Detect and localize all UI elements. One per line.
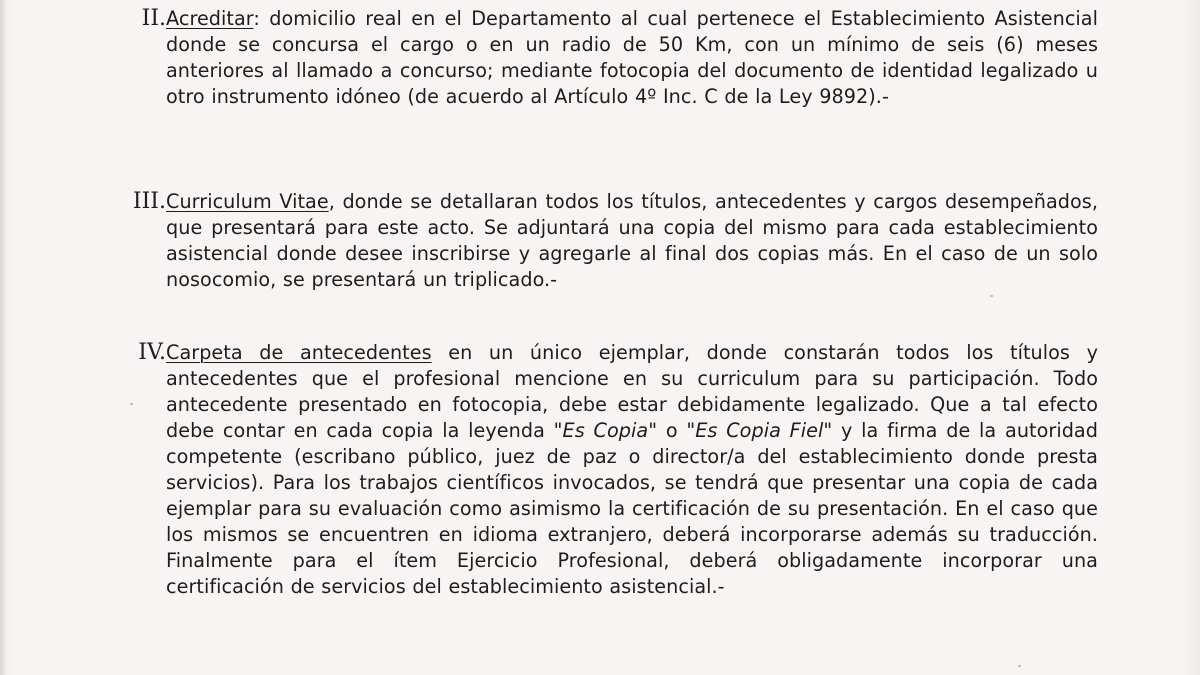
item-paragraph — [166, 6, 1098, 110]
scan-speck — [1018, 665, 1021, 667]
item-paragraph — [166, 340, 1098, 600]
item-heading: Carpeta de antecedentes — [166, 341, 432, 364]
item-body-text: " o " — [648, 419, 696, 442]
scan-speck — [130, 403, 133, 405]
italic-phrase-es-copia: Es Copia — [562, 419, 649, 442]
scan-speck — [990, 295, 993, 297]
item-body-text: en un único ejemplar, donde constarán todos los títulos y antecedentes que el profesional mencione en su curriculum para su participación. Todo antecedente presentado en fotocopia, debe estar debidamente legalizado. Que a tal efecto debe contar en cada copia la leyenda " — [166, 341, 1098, 442]
item-body-text: " y la firma de la autoridad competente (escribano público, juez de paz o director/a del establecimiento donde presta servicios). Para los trabajos científicos invocados, se tendrá que presentar una copia de cada ejemplar para su evaluación como asimismo la certificación de su presentación. En el caso que los mismos se encuentren en idioma extranjero, deberá incorporarse además su traducción. Finalmente para el ítem Ejercicio Profesional, deberá obligadamente incorporar una certificación de servicios del establecimiento asistencial.- — [166, 419, 1098, 598]
item-paragraph — [166, 189, 1098, 293]
italic-phrase-es-copia-fiel: Es Copia Fiel — [695, 419, 824, 442]
item-body-text: : domicilio real en el Departamento al cual pertenece el Establecimiento Asistencial donde se concursa el cargo o en un radio de 50 Km, con un mínimo de seis (6) meses anteriores al llamado a concurso; mediante fotocopia del documento de identidad legalizado u otro instrumento idóneo (de acuerdo al Artículo 4º Inc. C de la Ley 9892).- — [166, 7, 1098, 108]
item-numeral: IV. — [138, 340, 166, 365]
item-heading: Curriculum Vitae — [166, 190, 329, 213]
page-edge-shadow — [0, 0, 6, 675]
item-numeral: III. — [132, 189, 166, 214]
item-heading: Acreditar — [166, 7, 254, 30]
item-body-text: , donde se detallaran todos los títulos, antecedentes y cargos desempeñados, que presentará para este acto. Se adjuntará una copia del mismo para cada establecimiento asistencial donde desee inscribirse y agregarle al final dos copias más. En el caso de un solo nosocomio, se presentará un triplicado.- — [166, 190, 1098, 291]
item-numeral: II. — [141, 6, 166, 31]
